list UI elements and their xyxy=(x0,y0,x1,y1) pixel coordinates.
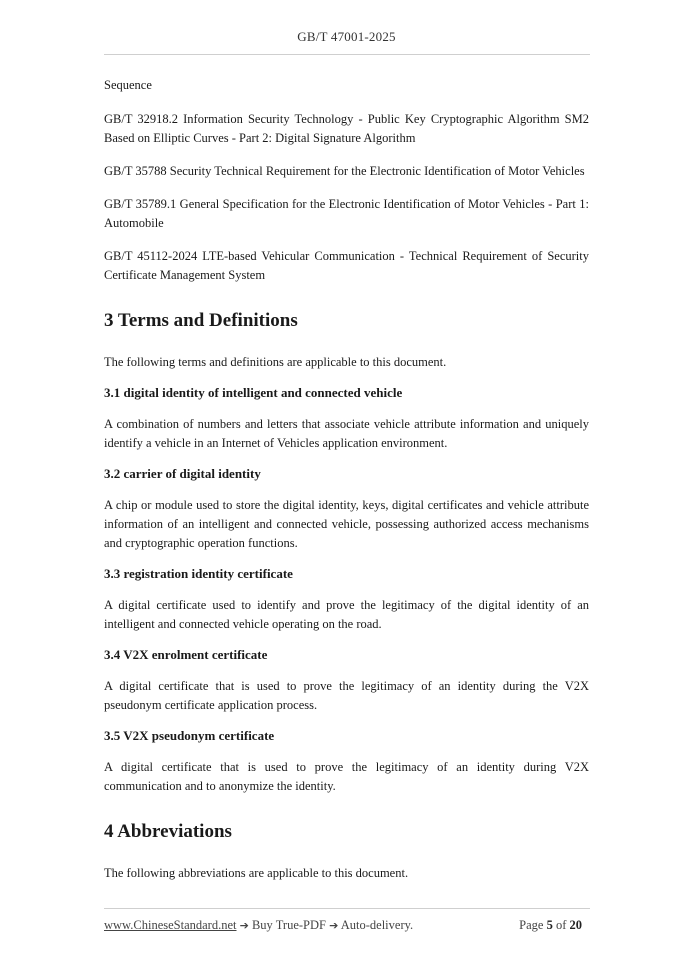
reference-entry: GB/T 35789.1 General Specification for the Electronic Identification of Motor Vehicles - Part 1: Automobile xyxy=(104,197,589,230)
total-pages: 20 xyxy=(569,918,582,932)
page-number: Page 5 of 20 xyxy=(519,918,582,932)
term-definition: A digital certificate that is used to prove the legitimacy of an identity during V2X communication and to anonymize the identity. xyxy=(104,760,589,793)
section-intro: The following abbreviations are applicable to this document. xyxy=(104,866,409,880)
term-definition: A combination of numbers and letters that associate vehicle attribute information and uniquely identify a vehicle in an Internet of Vehicles application environment. xyxy=(104,417,589,450)
term-heading: 3.1 digital identity of intelligent and connected vehicle xyxy=(104,385,403,400)
term-heading: 3.2 carrier of digital identity xyxy=(104,466,261,481)
reference-entry: GB/T 45112-2024 LTE-based Vehicular Communication - Technical Requirement of Security Certificate Management System xyxy=(104,249,589,282)
page-header: GB/T 47001-2025 xyxy=(297,29,396,44)
section-heading-abbreviations: 4 Abbreviations xyxy=(104,821,232,842)
right-arrow-icon: ➔ xyxy=(329,919,339,932)
current-page: 5 xyxy=(546,918,553,932)
right-arrow-icon: ➔ xyxy=(239,919,249,932)
delivery-text: Auto-delivery. xyxy=(340,918,414,932)
reference-entry: GB/T 35788 Security Technical Requirement for the Electronic Identification of Motor Vehicles xyxy=(104,164,585,178)
section-intro: The following terms and definitions are applicable to this document. xyxy=(104,355,447,369)
reference-entry: Sequence xyxy=(104,78,152,92)
footer-divider xyxy=(104,908,590,909)
term-definition: A digital certificate used to identify and prove the legitimacy of the digital identity of an intelligent and connected vehicle operating on the road. xyxy=(104,598,589,631)
footer-promo xyxy=(104,918,413,933)
term-definition: A digital certificate that is used to prove the legitimacy of an identity during the V2X pseudonym certificate application process. xyxy=(104,679,589,712)
header-divider xyxy=(104,54,590,55)
buy-text: Buy True-PDF xyxy=(251,918,326,932)
term-heading: 3.5 V2X pseudonym certificate xyxy=(104,728,275,743)
section-heading-terms: 3 Terms and Definitions xyxy=(104,310,298,331)
term-definition: A chip or module used to store the digital identity, keys, digital certificates and vehicle attribute information of an intelligent and connected vehicle, possessing authorized access mechanisms and cryptographic operation functions. xyxy=(104,498,589,550)
term-heading: 3.4 V2X enrolment certificate xyxy=(104,647,268,662)
page-content xyxy=(104,76,589,895)
site-link[interactable]: www.ChineseStandard.net xyxy=(104,918,237,932)
term-heading: 3.3 registration identity certificate xyxy=(104,566,293,581)
reference-entry: GB/T 32918.2 Information Security Technology - Public Key Cryptographic Algorithm SM2 Based on Elliptic Curves - Part 2: Digital Signature Algorithm xyxy=(104,112,589,145)
